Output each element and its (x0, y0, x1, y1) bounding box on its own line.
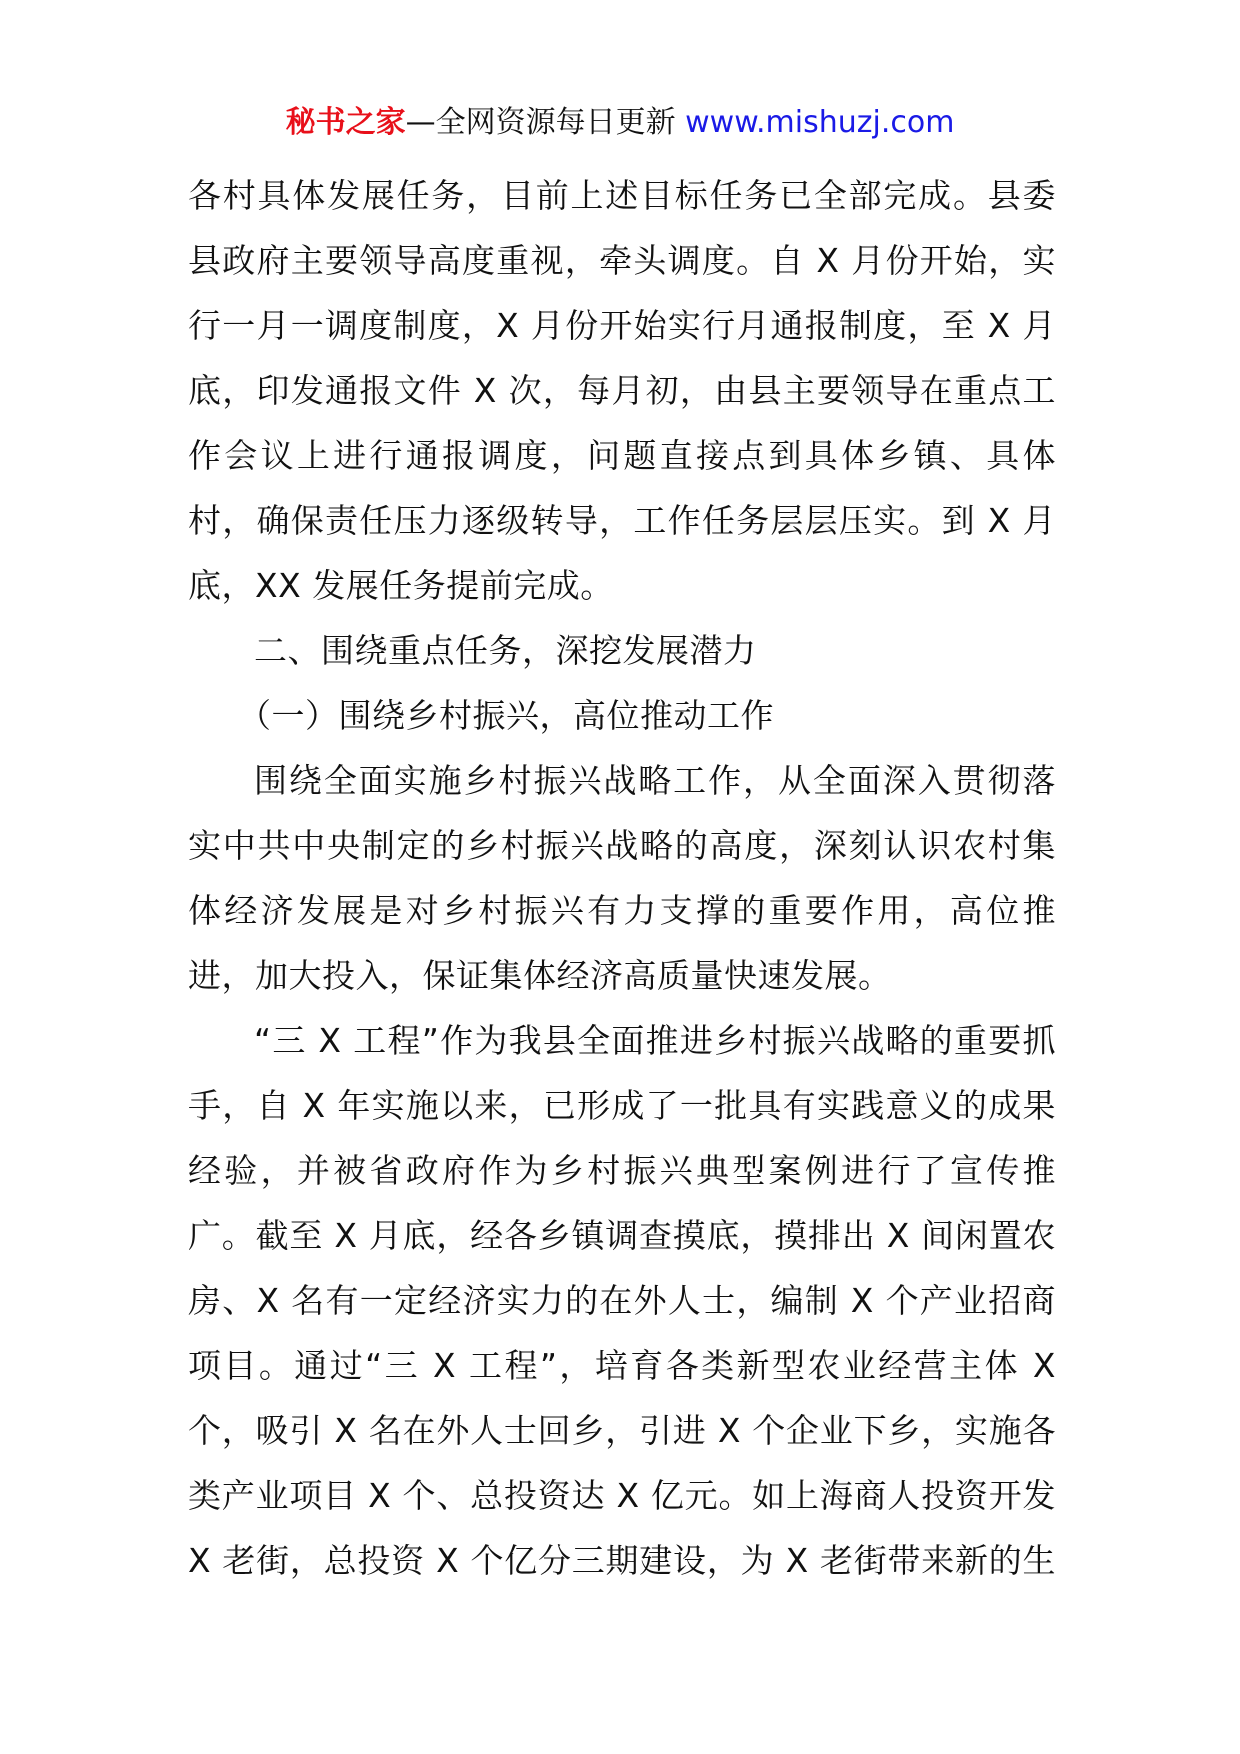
paragraph-line: 经验，并被省政府作为乡村振兴典型案例进行了宣传推 (188, 1151, 1056, 1190)
paragraph-line: 个，吸引 X 名在外人士回乡，引进 X 个企业下乡，实施各 (188, 1411, 1056, 1450)
paragraph-line: 类产业项目 X 个、总投资达 X 亿元。如上海商人投资开发 (188, 1476, 1056, 1515)
paragraph-line: 项目。通过“三 X 工程”，培育各类新型农业经营主体 X (188, 1346, 1056, 1385)
paragraph-line: 作会议上进行通报调度，问题直接点到具体乡镇、具体 (188, 436, 1056, 475)
paragraph-line: 广。截至 X 月底，经各乡镇调查摸底，摸排出 X 间闲置农 (188, 1216, 1056, 1255)
paragraph-line: 实中共中央制定的乡村振兴战略的高度，深刻认识农村集 (188, 826, 1056, 865)
paragraph-line: “三 X 工程”作为我县全面推进乡村振兴战略的重要抓 (254, 1021, 1056, 1060)
paragraph-line: 手，自 X 年实施以来，已形成了一批具有实践意义的成果 (188, 1086, 1056, 1125)
paragraph-line: 体经济发展是对乡村振兴有力支撑的重要作用，高位推 (188, 891, 1056, 930)
paragraph-line: 底，印发通报文件 X 次，每月初，由县主要领导在重点工 (188, 371, 1056, 410)
paragraph-line: 县政府主要领导高度重视，牵头调度。自 X 月份开始，实 (188, 241, 1056, 280)
page-header (0, 98, 1240, 148)
brand-name: 秘书之家 (285, 105, 406, 140)
site-url[interactable]: www.mishuzj.com (685, 105, 955, 140)
paragraph-line: 底，XX 发展任务提前完成。 (188, 566, 614, 605)
paragraph-line: 行一月一调度制度，X 月份开始实行月通报制度，至 X 月 (188, 306, 1056, 345)
paragraph-line: 村，确保责任压力逐级转导，工作任务层层压实。到 X 月 (188, 501, 1056, 540)
paragraph-line: X 老街，总投资 X 个亿分三期建设，为 X 老街带来新的生 (188, 1541, 1056, 1580)
paragraph-line: 各村具体发展任务，目前上述目标任务已全部完成。县委 (188, 176, 1056, 215)
header-tagline: —全网资源每日更新 (405, 105, 676, 140)
paragraph-line: 房、X 名有一定经济实力的在外人士，编制 X 个产业招商 (188, 1281, 1056, 1320)
body-text (188, 163, 1056, 1593)
section-heading: 二、围绕重点任务，深挖发展潜力 (254, 631, 757, 670)
paragraph-line: 进，加大投入，保证集体经济高质量快速发展。 (188, 956, 892, 995)
subsection-heading: （一）围绕乡村振兴，高位推动工作 (238, 696, 774, 735)
paragraph-line: 围绕全面实施乡村振兴战略工作，从全面深入贯彻落 (254, 761, 1056, 800)
